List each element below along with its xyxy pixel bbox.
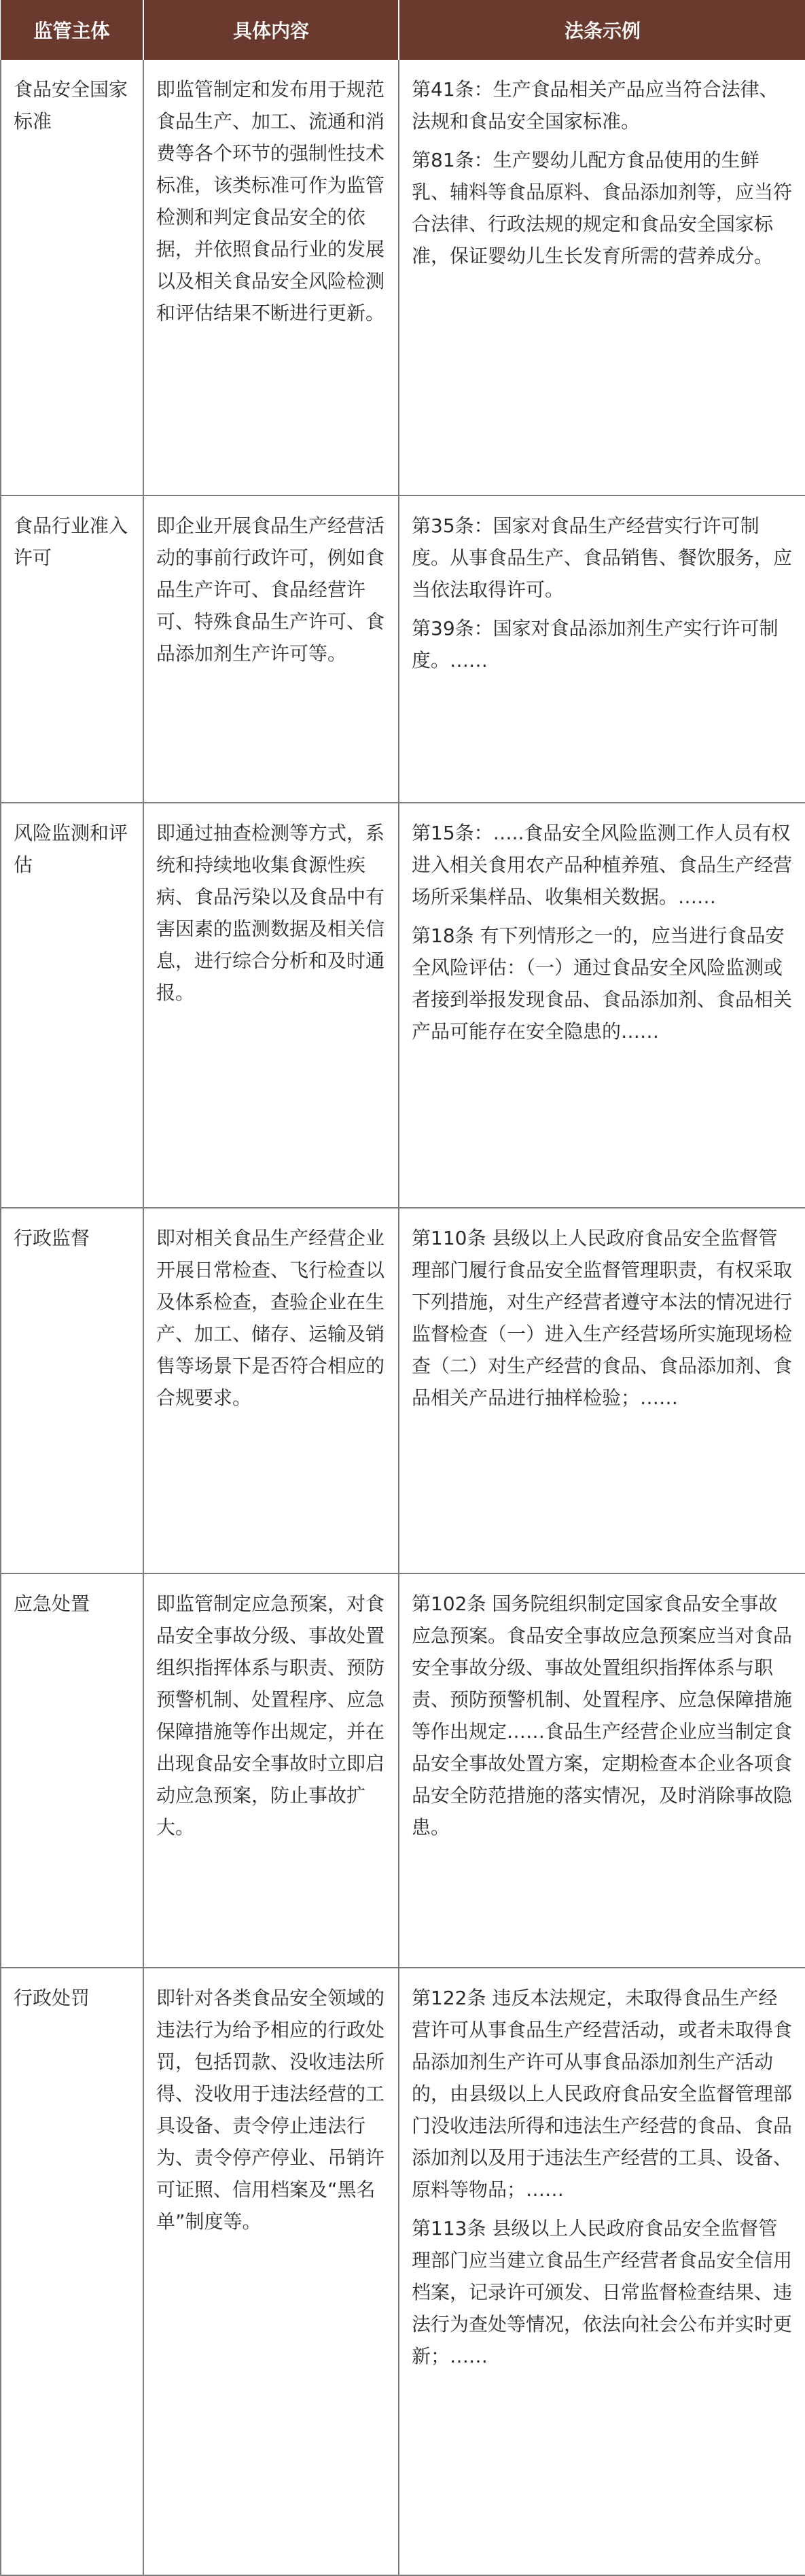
article-text: 第122条 违反本法规定，未取得食品生产经营许可从事食品生产经营活动，或者未取得食品添加剂生产许可从事食品添加剂生产活动的，由县级以上人民政府食品安全监督管理部门没收违法所得和违法生产经营的食品、食品添加剂以及用于违法生产经营的工具、设备、原料等物品；…… (412, 1987, 793, 2201)
article-text: 第81条：生产婴幼儿配方食品使用的生鲜乳、辅料等食品原料、食品添加剂等，应当符合法律、行政法规的规定和食品安全国家标准，保证婴幼儿生长发育所需的营养成分。 (412, 149, 793, 267)
cell-content: 即通过抽查检测等方式，系统和持续地收集食源性疾病、食品污染以及食品中有害因素的监测数据及相关信息，进行综合分析和及时通报。 (143, 803, 399, 1208)
cell-content: 即对相关食品生产经营企业开展日常检查、飞行检查以及体系检查，查验企业在生产、加工、储存、运输及销售等场景下是否符合相应的合规要求。 (143, 1208, 399, 1573)
header-content: 具体内容 (143, 0, 399, 60)
article-text: 第18条 有下列情形之一的，应当进行食品安全风险评估：（一）通过食品安全风险监测或者接到举报发现食品、食品添加剂、食品相关产品可能存在安全隐患的…… (412, 924, 793, 1043)
table-body (1, 60, 805, 2575)
table-row (1, 495, 805, 803)
cell-articles (399, 803, 805, 1208)
table-row (1, 60, 805, 495)
article-text: 第110条 县级以上人民政府食品安全监督管理部门履行食品安全监督管理职责，有权采取下列措施，对生产经营者遵守本法的情况进行监督检查（一）进入生产经营场所实施现场检查（二）对生产经营的食品、食品添加剂、食品相关产品进行抽样检验；…… (412, 1227, 793, 1409)
article-text: 第102条 国务院组织制定国家食品安全事故应急预案。食品安全事故应急预案应当对食品安全事故分级、事故处置组织指挥体系与职责、预防预警机制、处置程序、应急保障措施等作出规定……食品生产经营企业应当制定食品安全事故处置方案，定期检查本企业各项食品安全防范措施的落实情况，及时消除事故隐患。 (412, 1592, 793, 1839)
header-subject: 监管主体 (1, 0, 143, 60)
cell-subject: 风险监测和评估 (1, 803, 143, 1208)
header-row (1, 0, 805, 60)
cell-content: 即企业开展食品生产经营活动的事前行政许可，例如食品生产许可、食品经营许可、特殊食品生产许可、食品添加剂生产许可等。 (143, 495, 399, 803)
article-text: 第41条：生产食品相关产品应当符合法律、法规和食品安全国家标准。 (412, 78, 779, 133)
cell-subject: 行政处罚 (1, 1968, 143, 2575)
table-header (1, 0, 805, 60)
cell-subject: 行政监督 (1, 1208, 143, 1573)
article-text: 第15条：…..食品安全风险监测工作人员有权进入相关食用农产品种植养殖、食品生产经营场所采集样品、收集相关数据。…… (412, 822, 793, 908)
article-text: 第39条：国家对食品添加剂生产实行许可制度。…… (412, 617, 779, 672)
cell-subject: 食品行业准入许可 (1, 495, 143, 803)
cell-articles (399, 495, 805, 803)
cell-articles (399, 1573, 805, 1968)
article-text: 第113条 县级以上人民政府食品安全监督管理部门应当建立食品生产经营者食品安全信用档案，记录许可颁发、日常监督检查结果、违法行为查处等情况，依法向社会公布并实时更新；…… (412, 2217, 793, 2367)
header-examples: 法条示例 (399, 0, 805, 60)
cell-subject: 食品安全国家标准 (1, 60, 143, 495)
cell-content: 即监管制定和发布用于规范食品生产、加工、流通和消费等各个环节的强制性技术标准，该类标准可作为监管检测和判定食品安全的依据，并依照食品行业的发展以及相关食品安全风险检测和评估结果不断进行更新。 (143, 60, 399, 495)
article-text: 第35条：国家对食品生产经营实行许可制度。从事食品生产、食品销售、餐饮服务，应当依法取得许可。 (412, 515, 793, 601)
cell-articles (399, 1968, 805, 2575)
table-row (1, 1573, 805, 1968)
table-row (1, 1208, 805, 1573)
table-row (1, 1968, 805, 2575)
cell-content: 即监管制定应急预案，对食品安全事故分级、事故处置组织指挥体系与职责、预防预警机制、处置程序、应急保障措施等作出规定，并在出现食品安全事故时立即启动应急预案，防止事故扩大。 (143, 1573, 399, 1968)
cell-subject: 应急处置 (1, 1573, 143, 1968)
table-row (1, 803, 805, 1208)
cell-content: 即针对各类食品安全领域的违法行为给予相应的行政处罚，包括罚款、没收违法所得、没收用于违法经营的工具设备、责令停止违法行为、责令停产停业、吊销许可证照、信用档案及“黑名单”制度等。 (143, 1968, 399, 2575)
cell-articles (399, 60, 805, 495)
cell-articles (399, 1208, 805, 1573)
